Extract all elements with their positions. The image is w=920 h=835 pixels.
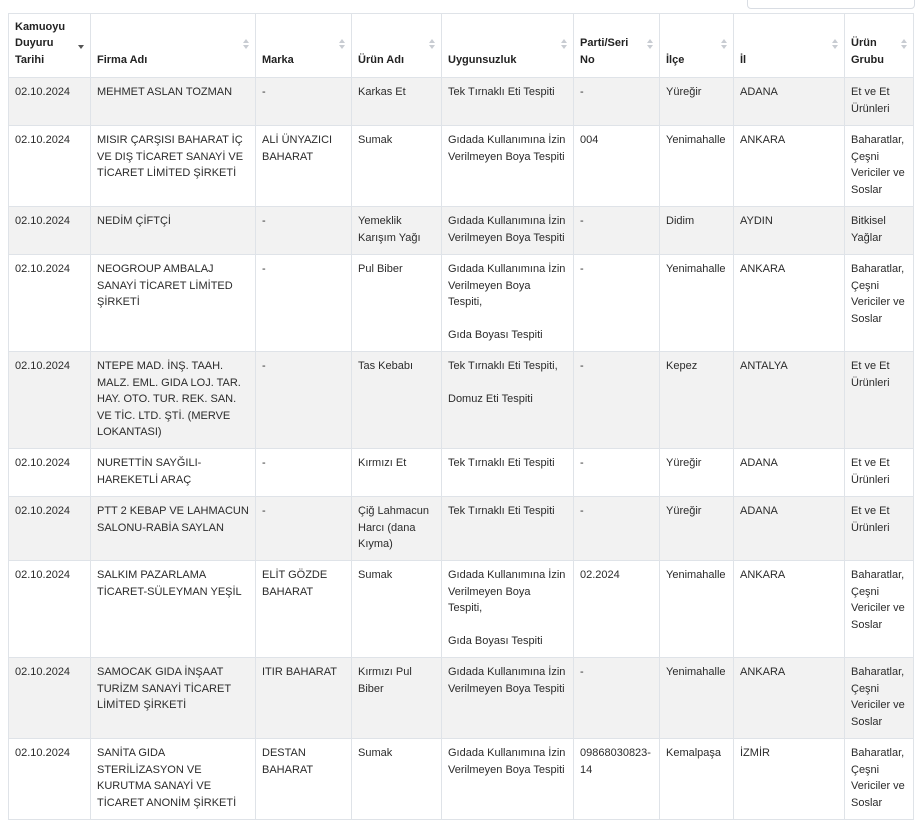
cell-district: Yenimahalle [660,658,734,739]
column-header-province[interactable] [734,14,845,78]
table-row[interactable] [9,78,914,126]
column-header-label: İlçe [666,53,685,66]
cell-product-group: Baharatlar, Çeşni Vericiler ve Soslar [845,255,914,352]
cell-date: 02.10.2024 [9,78,91,126]
cell-product: Tas Kebabı [352,352,442,449]
nonconformity-item: Gıdada Kullanımına İzin Verilmeyen Boya Tespiti [448,134,566,163]
cell-date: 02.10.2024 [9,497,91,561]
cell-province: ADANA [734,449,845,497]
cell-product-group: Et ve Et Ürünleri [845,78,914,126]
cell-date: 02.10.2024 [9,739,91,820]
cell-district: Yüreğir [660,497,734,561]
cell-nonconformity [442,449,574,497]
sort-icon[interactable] [647,39,653,51]
nonconformity-item: Gıdada Kullanımına İzin Verilmeyen Boya Tespiti [448,215,566,244]
cell-company: MEHMET ASLAN TOZMAN [91,78,256,126]
cell-brand: - [256,497,352,561]
cell-nonconformity [442,207,574,255]
cell-date: 02.10.2024 [9,658,91,739]
cell-district: Yenimahalle [660,561,734,658]
cell-district: Yenimahalle [660,255,734,352]
cell-province: ADANA [734,78,845,126]
table-row[interactable] [9,561,914,658]
cell-brand: ELİT GÖZDE BAHARAT [256,561,352,658]
cell-province: ANKARA [734,255,845,352]
cell-brand: ITIR BAHARAT [256,658,352,739]
cell-province: İZMİR [734,739,845,820]
line-gap [448,311,567,328]
cell-company: NEDİM ÇİFTÇİ [91,207,256,255]
cell-product: Pul Biber [352,255,442,352]
nonconformity-item: Gıda Boyası Tespiti [448,329,543,341]
cell-company: NTEPE MAD. İNŞ. TAAH. MALZ. EML. GIDA LOJ. TAR. HAY. OTO. TUR. REK. SAN. VE TİC. LTD. ŞTİ. (MERVE LOKANTASI) [91,352,256,449]
sort-icon[interactable] [243,39,249,51]
nonconformity-item: Gıdada Kullanımına İzin Verilmeyen Boya Tespiti [448,666,566,695]
cell-province: ANTALYA [734,352,845,449]
column-header-product-group[interactable] [845,14,914,78]
cell-date: 02.10.2024 [9,352,91,449]
cell-product: Yemeklik Karışım Yağı [352,207,442,255]
cell-batch: 004 [574,126,660,207]
cell-province: ANKARA [734,658,845,739]
cell-product: Kırmızı Pul Biber [352,658,442,739]
cell-province: ANKARA [734,126,845,207]
cell-district: Yüreğir [660,449,734,497]
cell-batch: - [574,352,660,449]
nonconformity-item: Gıdada Kullanımına İzin Verilmeyen Boya Tespiti [448,747,566,776]
cell-date: 02.10.2024 [9,126,91,207]
cell-district: Yenimahalle [660,126,734,207]
column-header-label: Ürün Grubu [851,37,884,66]
cell-date: 02.10.2024 [9,449,91,497]
cell-batch: - [574,658,660,739]
cell-product-group: Baharatlar, Çeşni Vericiler ve Soslar [845,739,914,820]
cell-brand: - [256,352,352,449]
search-input[interactable] [747,0,915,9]
cell-batch: - [574,449,660,497]
nonconformity-item: Gıdada Kullanımına İzin Verilmeyen Boya Tespiti, [448,569,566,614]
cell-company: SALKIM PAZARLAMA TİCARET-SÜLEYMAN YEŞİL [91,561,256,658]
table-body [9,78,914,820]
cell-product-group: Et ve Et Ürünleri [845,449,914,497]
cell-district: Didim [660,207,734,255]
cell-brand: - [256,449,352,497]
column-header-date[interactable] [9,14,91,78]
column-header-label: Kamuoyu Duyuru Tarihi [15,20,66,66]
line-gap [448,617,567,634]
cell-province: AYDIN [734,207,845,255]
table-row[interactable] [9,658,914,739]
cell-product-group: Baharatlar, Çeşni Vericiler ve Soslar [845,126,914,207]
cell-product-group: Et ve Et Ürünleri [845,497,914,561]
cell-brand: ALİ ÜNYAZICI BAHARAT [256,126,352,207]
cell-province: ANKARA [734,561,845,658]
nonconformity-item: Gıdada Kullanımına İzin Verilmeyen Boya Tespiti, [448,263,566,308]
cell-product: Karkas Et [352,78,442,126]
cell-date: 02.10.2024 [9,561,91,658]
cell-product: Kırmızı Et [352,449,442,497]
cell-batch: - [574,255,660,352]
cell-brand: - [256,255,352,352]
cell-company: NEOGROUP AMBALAJ SANAYİ TİCARET LİMİTED ŞİRKETİ [91,255,256,352]
cell-company: MISIR ÇARŞISI BAHARAT İÇ VE DIŞ TİCARET SANAYİ VE TİCARET LİMİTED ŞİRKETİ [91,126,256,207]
column-header-product[interactable] [352,14,442,78]
cell-batch: - [574,207,660,255]
cell-brand: - [256,207,352,255]
cell-nonconformity [442,255,574,352]
column-header-brand[interactable] [256,14,352,78]
cell-date: 02.10.2024 [9,207,91,255]
nonconformity-item: Tek Tırnaklı Eti Tespiti [448,505,555,517]
cell-batch: 09868030823-14 [574,739,660,820]
cell-product: Sumak [352,739,442,820]
table-row[interactable] [9,126,914,207]
cell-product-group: Baharatlar, Çeşni Vericiler ve Soslar [845,561,914,658]
column-header-label: İl [740,53,747,66]
cell-district: Kemalpaşa [660,739,734,820]
cell-date: 02.10.2024 [9,255,91,352]
line-gap [448,375,567,392]
table-row[interactable] [9,352,914,449]
column-header-nonconformity[interactable] [442,14,574,78]
table-row[interactable] [9,255,914,352]
cell-product-group: Baharatlar, Çeşni Vericiler ve Soslar [845,658,914,739]
cell-company: PTT 2 KEBAP VE LAHMACUN SALONU-RABİA SAYLAN [91,497,256,561]
cell-nonconformity [442,561,574,658]
cell-product: Sumak [352,126,442,207]
sort-icon[interactable] [339,39,345,51]
column-header-company[interactable] [91,14,256,78]
cell-product: Çiğ Lahmacun Harcı (dana Kıyma) [352,497,442,561]
column-header-district[interactable] [660,14,734,78]
nonconformity-item: Tek Tırnaklı Eti Tespiti, [448,360,558,372]
column-header-label: Parti/Seri No [580,37,629,66]
cell-nonconformity [442,739,574,820]
cell-district: Yüreğir [660,78,734,126]
cell-product-group: Bitkisel Yağlar [845,207,914,255]
cell-nonconformity [442,352,574,449]
sort-icon[interactable] [832,39,838,51]
sort-desc-icon[interactable] [78,39,84,51]
cell-batch: - [574,78,660,126]
cell-company: SAMOCAK GIDA İNŞAAT TURİZM SANAYİ TİCARET LİMİTED ŞİRKETİ [91,658,256,739]
cell-province: ADANA [734,497,845,561]
table-row[interactable] [9,739,914,820]
cell-nonconformity [442,658,574,739]
nonconformity-item: Gıda Boyası Tespiti [448,635,543,647]
cell-batch: - [574,497,660,561]
cell-product: Sumak [352,561,442,658]
sort-icon[interactable] [561,39,567,51]
recall-table [8,13,914,820]
table-row[interactable] [9,207,914,255]
table-header-row [9,14,914,78]
cell-company: NURETTİN SAYĞILI-HAREKETLİ ARAÇ [91,449,256,497]
column-header-label: Uygunsuzluk [448,53,517,66]
cell-product-group: Et ve Et Ürünleri [845,352,914,449]
cell-brand: DESTAN BAHARAT [256,739,352,820]
sort-icon[interactable] [429,39,435,51]
table-row[interactable] [9,449,914,497]
cell-brand: - [256,78,352,126]
cell-company: SANİTA GIDA STERİLİZASYON VE KURUTMA SANAYİ VE TİCARET ANONİM ŞİRKETİ [91,739,256,820]
nonconformity-item: Tek Tırnaklı Eti Tespiti [448,457,555,469]
cell-nonconformity [442,126,574,207]
cell-nonconformity [442,497,574,561]
nonconformity-item: Domuz Eti Tespiti [448,393,533,405]
column-header-label: Marka [262,53,294,66]
sort-icon[interactable] [721,39,727,51]
column-header-batch[interactable] [574,14,660,78]
nonconformity-item: Tek Tırnaklı Eti Tespiti [448,86,555,98]
column-header-label: Firma Adı [97,53,148,66]
cell-batch: 02.2024 [574,561,660,658]
column-header-label: Ürün Adı [358,53,405,66]
cell-district: Kepez [660,352,734,449]
table-row[interactable] [9,497,914,561]
sort-icon[interactable] [901,39,907,51]
cell-nonconformity [442,78,574,126]
